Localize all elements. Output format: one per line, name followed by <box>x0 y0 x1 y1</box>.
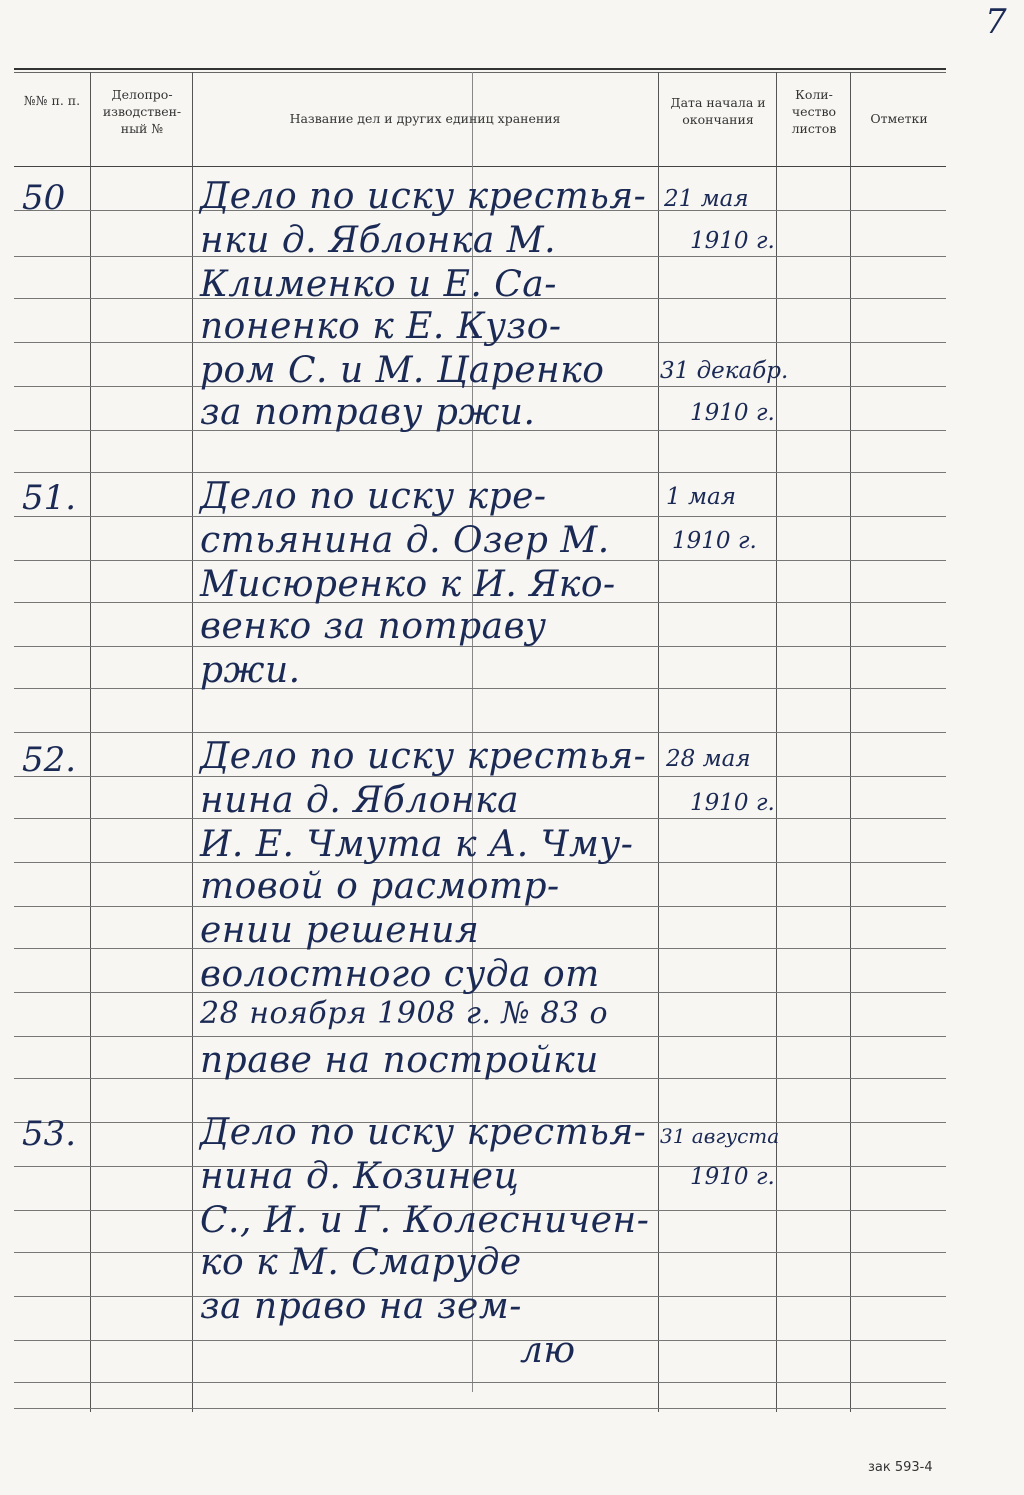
entry-title-line: нина д. Козинец <box>200 1156 520 1197</box>
entry-title-line: ении решения <box>200 910 480 951</box>
column-divider <box>850 72 851 1412</box>
entry-title-line: Клименко и Е. Са- <box>200 264 557 305</box>
header-col-no: №№ п. п. <box>23 93 81 108</box>
header-col-title: Название дел и других единиц хранения <box>289 111 561 126</box>
entry-title-line: товой о расмотр- <box>200 866 560 907</box>
entry-year-end: 1910 г. <box>690 400 775 426</box>
entry-year-start: 1910 г. <box>690 790 775 816</box>
entry-title-line: волостного суда от <box>200 954 600 995</box>
ruled-line <box>14 688 946 689</box>
entry-title-line: нина д. Яблонка <box>200 780 520 821</box>
entry-date-start: 28 мая <box>666 746 751 772</box>
entry-title-line: ром С. и М. Царенко <box>200 350 605 391</box>
entry-date-start: 21 мая <box>664 186 749 212</box>
header-col-sheets: Коли-чество листов <box>791 87 837 136</box>
entry-year-start: 1910 г. <box>690 228 775 254</box>
entry-title-line: венко за потраву <box>200 606 547 647</box>
entry-year-start: 1910 г. <box>672 528 757 554</box>
page-number: 7 <box>985 2 1007 42</box>
table-top-rule <box>14 68 946 70</box>
column-divider <box>192 72 193 1412</box>
entry-title-line: С., И. и Г. Колесничен- <box>200 1200 650 1241</box>
entry-title-line: Дело по иску крестья- <box>200 1112 647 1153</box>
ruled-line <box>14 1408 946 1409</box>
entry-title-line: 28 ноября 1908 г. № 83 о <box>200 996 609 1031</box>
entry-title-line: нки д. Яблонка М. <box>200 220 557 261</box>
ruled-line <box>14 1340 946 1341</box>
header-bottom-rule <box>14 166 946 167</box>
entry-date-start: 1 мая <box>666 484 736 510</box>
entry-title-line: ржи. <box>200 650 301 691</box>
column-divider <box>90 72 91 1412</box>
ruled-line <box>14 472 946 473</box>
entry-title-line: Дело по иску крестья- <box>200 736 647 777</box>
header-col-office-no: Делопро-изводствен-ный № <box>102 87 182 136</box>
print-order-number: зак 593-4 <box>868 1460 933 1475</box>
entry-title-line: за потраву ржи. <box>200 392 536 433</box>
entry-title-line: И. Е. Чмута к А. Чму- <box>200 824 634 865</box>
ruled-line <box>14 1382 946 1383</box>
entry-title-line: ко к М. Смаруде <box>200 1242 522 1283</box>
entry-year-start: 1910 г. <box>690 1164 775 1190</box>
entry-date-end: 31 декабр. <box>660 358 789 384</box>
entry-number: 51. <box>22 478 77 518</box>
entry-title-line: лю <box>520 1330 576 1371</box>
entry-date-start: 31 августа <box>660 1124 780 1148</box>
column-divider <box>658 72 659 1412</box>
ruled-line <box>14 732 946 733</box>
ruled-line <box>14 1036 946 1037</box>
entry-number: 53. <box>22 1114 77 1154</box>
header-col-notes: Отметки <box>870 111 928 126</box>
entry-title-line: пoнeнкo к Е. Кузо- <box>200 306 562 347</box>
entry-number: 50 <box>22 178 66 218</box>
ruled-line <box>14 948 946 949</box>
entry-title-line: праве на постройки <box>200 1040 599 1081</box>
entry-title-line: стьянина д. Озер М. <box>200 520 610 561</box>
entry-number: 52. <box>22 740 77 780</box>
entry-title-line: Дело по иску кре- <box>200 476 547 517</box>
table-top-rule-thin <box>14 72 946 73</box>
entry-title-line: Мисюренко к И. Яко- <box>200 564 616 605</box>
entry-title-line: за право на зем- <box>200 1286 522 1327</box>
column-divider <box>776 72 777 1412</box>
header-col-dates: Дата начала и окончания <box>670 95 766 127</box>
entry-title-line: Дело по иску крестья- <box>200 176 647 217</box>
